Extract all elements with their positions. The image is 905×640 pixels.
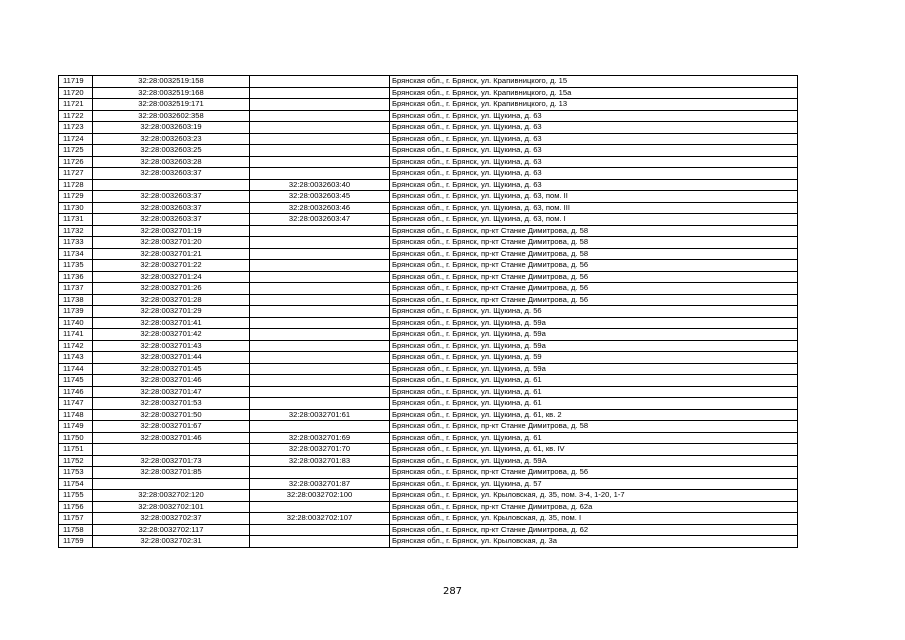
cadastral-number-cell: 32:28:0032701:22 [93,260,250,272]
cadastral-number-cell: 32:28:0032702:31 [93,536,250,548]
table-row [59,191,798,203]
address-cell: Брянская обл., г. Брянск, ул. Крапивницкого, д. 15а [390,87,798,99]
table-row [59,179,798,191]
table-row [59,363,798,375]
table-row [59,260,798,272]
cadastral-number-cell: 32:28:0032701:21 [93,248,250,260]
cadastral-number-cell: 32:28:0032603:28 [93,156,250,168]
row-number-cell: 11732 [59,225,93,237]
table-row [59,110,798,122]
row-number-cell: 11735 [59,260,93,272]
row-number-cell: 11723 [59,122,93,134]
premises-cadastral-number-cell [250,317,390,329]
address-cell: Брянская обл., г. Брянск, ул. Щукина, д. 57 [390,478,798,490]
address-cell: Брянская обл., г. Брянск, ул. Щукина, д. 59а [390,317,798,329]
premises-cadastral-number-cell [250,467,390,479]
address-cell: Брянская обл., г. Брянск, пр-кт Станке Димитрова, д. 56 [390,467,798,479]
cadastral-number-cell: 32:28:0032603:37 [93,202,250,214]
table-row [59,478,798,490]
address-cell: Брянская обл., г. Брянск, ул. Щукина, д. 63 [390,156,798,168]
address-cell: Брянская обл., г. Брянск, пр-кт Станке Димитрова, д. 58 [390,421,798,433]
address-cell: Брянская обл., г. Брянск, пр-кт Станке Димитрова, д. 58 [390,237,798,249]
cadastral-number-cell: 32:28:0032701:42 [93,329,250,341]
table-row [59,536,798,548]
premises-cadastral-number-cell [250,421,390,433]
premises-cadastral-number-cell: 32:28:0032603:47 [250,214,390,226]
cadastral-number-cell: 32:28:0032519:158 [93,76,250,88]
cadastral-number-cell: 32:28:0032603:37 [93,168,250,180]
premises-cadastral-number-cell: 32:28:0032603:40 [250,179,390,191]
address-cell: Брянская обл., г. Брянск, ул. Щукина, д. 63 [390,133,798,145]
table-row [59,87,798,99]
cadastral-number-cell: 32:28:0032701:28 [93,294,250,306]
cadastral-number-cell: 32:28:0032701:41 [93,317,250,329]
premises-cadastral-number-cell [250,524,390,536]
address-cell: Брянская обл., г. Брянск, пр-кт Станке Димитрова, д. 62а [390,501,798,513]
address-cell: Брянская обл., г. Брянск, пр-кт Станке Димитрова, д. 56 [390,294,798,306]
cadastral-number-cell: 32:28:0032701:19 [93,225,250,237]
row-number-cell: 11725 [59,145,93,157]
premises-cadastral-number-cell [250,145,390,157]
row-number-cell: 11749 [59,421,93,433]
row-number-cell: 11739 [59,306,93,318]
premises-cadastral-number-cell: 32:28:0032701:69 [250,432,390,444]
row-number-cell: 11744 [59,363,93,375]
cadastral-number-cell: 32:28:0032702:120 [93,490,250,502]
premises-cadastral-number-cell [250,329,390,341]
cadastral-number-cell: 32:28:0032701:73 [93,455,250,467]
address-cell: Брянская обл., г. Брянск, ул. Щукина, д. 59 [390,352,798,364]
premises-cadastral-number-cell [250,501,390,513]
address-cell: Брянская обл., г. Брянск, ул. Щукина, д. 61 [390,375,798,387]
row-number-cell: 11738 [59,294,93,306]
cadastral-number-cell: 32:28:0032603:25 [93,145,250,157]
row-number-cell: 11726 [59,156,93,168]
table-row [59,352,798,364]
premises-cadastral-number-cell: 32:28:0032603:46 [250,202,390,214]
premises-cadastral-number-cell [250,536,390,548]
premises-cadastral-number-cell [250,363,390,375]
premises-cadastral-number-cell: 32:28:0032702:107 [250,513,390,525]
table-row [59,283,798,295]
address-cell: Брянская обл., г. Брянск, ул. Щукина, д. 63 [390,122,798,134]
address-cell: Брянская обл., г. Брянск, ул. Щукина, д. 63 [390,110,798,122]
premises-cadastral-number-cell [250,76,390,88]
address-cell: Брянская обл., г. Брянск, ул. Крыловская, д. 3а [390,536,798,548]
address-cell: Брянская обл., г. Брянск, пр-кт Станке Димитрова, д. 62 [390,524,798,536]
premises-cadastral-number-cell [250,386,390,398]
cadastral-number-cell: 32:28:0032701:50 [93,409,250,421]
table-row [59,421,798,433]
row-number-cell: 11722 [59,110,93,122]
cadastral-number-cell: 32:28:0032701:45 [93,363,250,375]
address-cell: Брянская обл., г. Брянск, ул. Щукина, д. 63 [390,168,798,180]
row-number-cell: 11740 [59,317,93,329]
table-row [59,340,798,352]
table-row [59,133,798,145]
premises-cadastral-number-cell: 32:28:0032701:87 [250,478,390,490]
row-number-cell: 11734 [59,248,93,260]
address-cell: Брянская обл., г. Брянск, ул. Щукина, д. 63, пом. II [390,191,798,203]
premises-cadastral-number-cell [250,294,390,306]
table-row [59,467,798,479]
address-cell: Брянская обл., г. Брянск, ул. Щукина, д. 61, кв. IV [390,444,798,456]
premises-cadastral-number-cell: 32:28:0032702:100 [250,490,390,502]
address-cell: Брянская обл., г. Брянск, пр-кт Станке Димитрова, д. 56 [390,283,798,295]
cadastral-number-cell: 32:28:0032603:37 [93,191,250,203]
cadastral-number-cell: 32:28:0032702:101 [93,501,250,513]
cadastral-number-cell: 32:28:0032519:168 [93,87,250,99]
table-row [59,398,798,410]
row-number-cell: 11755 [59,490,93,502]
cadastral-number-cell: 32:28:0032701:85 [93,467,250,479]
row-number-cell: 11746 [59,386,93,398]
address-cell: Брянская обл., г. Брянск, ул. Щукина, д. 59а [390,340,798,352]
table-row [59,409,798,421]
table-row [59,513,798,525]
cadastral-number-cell: 32:28:0032603:23 [93,133,250,145]
premises-cadastral-number-cell [250,375,390,387]
table-row [59,501,798,513]
address-cell: Брянская обл., г. Брянск, ул. Щукина, д. 61 [390,398,798,410]
premises-cadastral-number-cell [250,340,390,352]
address-cell: Брянская обл., г. Брянск, ул. Щукина, д. 59А [390,455,798,467]
cadastral-number-cell: 32:28:0032603:19 [93,122,250,134]
premises-cadastral-number-cell: 32:28:0032701:61 [250,409,390,421]
address-cell: Брянская обл., г. Брянск, ул. Щукина, д. 59а [390,363,798,375]
row-number-cell: 11754 [59,478,93,490]
row-number-cell: 11729 [59,191,93,203]
cadastral-number-cell: 32:28:0032702:117 [93,524,250,536]
address-cell: Брянская обл., г. Брянск, пр-кт Станке Димитрова, д. 58 [390,225,798,237]
table-row [59,386,798,398]
row-number-cell: 11741 [59,329,93,341]
row-number-cell: 11720 [59,87,93,99]
address-cell: Брянская обл., г. Брянск, ул. Щукина, д. 63, пом. III [390,202,798,214]
cadastral-number-cell: 32:28:0032701:53 [93,398,250,410]
table-row [59,444,798,456]
row-number-cell: 11730 [59,202,93,214]
row-number-cell: 11719 [59,76,93,88]
premises-cadastral-number-cell [250,248,390,260]
premises-cadastral-number-cell [250,225,390,237]
row-number-cell: 11728 [59,179,93,191]
address-cell: Брянская обл., г. Брянск, ул. Крыловская, д. 35, пом. 3-4, 1-20, 1-7 [390,490,798,502]
address-cell: Брянская обл., г. Брянск, ул. Щукина, д. 59а [390,329,798,341]
premises-cadastral-number-cell [250,352,390,364]
row-number-cell: 11756 [59,501,93,513]
cadastral-number-cell: 32:28:0032602:358 [93,110,250,122]
table-row [59,214,798,226]
cadastral-number-cell: 32:28:0032701:67 [93,421,250,433]
row-number-cell: 11750 [59,432,93,444]
premises-cadastral-number-cell [250,168,390,180]
address-cell: Брянская обл., г. Брянск, ул. Щукина, д. 61 [390,432,798,444]
premises-cadastral-number-cell [250,306,390,318]
row-number-cell: 11757 [59,513,93,525]
premises-cadastral-number-cell [250,110,390,122]
row-number-cell: 11743 [59,352,93,364]
cadastral-number-cell [93,444,250,456]
table-row [59,76,798,88]
row-number-cell: 11752 [59,455,93,467]
table-row [59,294,798,306]
address-cell: Брянская обл., г. Брянск, пр-кт Станке Димитрова, д. 56 [390,271,798,283]
table-row [59,524,798,536]
row-number-cell: 11736 [59,271,93,283]
row-number-cell: 11742 [59,340,93,352]
cadastral-number-cell [93,179,250,191]
row-number-cell: 11753 [59,467,93,479]
cadastral-number-cell: 32:28:0032701:46 [93,375,250,387]
cadastral-number-cell: 32:28:0032701:47 [93,386,250,398]
row-number-cell: 11737 [59,283,93,295]
premises-cadastral-number-cell [250,398,390,410]
address-cell: Брянская обл., г. Брянск, пр-кт Станке Димитрова, д. 56 [390,260,798,272]
premises-cadastral-number-cell [250,99,390,111]
table-row [59,145,798,157]
row-number-cell: 11751 [59,444,93,456]
cadastral-number-cell: 32:28:0032701:44 [93,352,250,364]
table-row [59,432,798,444]
cadastral-number-cell: 32:28:0032701:43 [93,340,250,352]
address-cell: Брянская обл., г. Брянск, ул. Крапивницкого, д. 13 [390,99,798,111]
table-row [59,490,798,502]
registry-table-body [59,76,798,548]
table-row [59,271,798,283]
table-row [59,99,798,111]
table-row [59,248,798,260]
cadastral-number-cell: 32:28:0032603:37 [93,214,250,226]
table-row [59,156,798,168]
premises-cadastral-number-cell: 32:28:0032603:45 [250,191,390,203]
address-cell: Брянская обл., г. Брянск, ул. Щукина, д. 63 [390,179,798,191]
cadastral-number-cell: 32:28:0032701:26 [93,283,250,295]
table-row [59,168,798,180]
table-row [59,225,798,237]
row-number-cell: 11731 [59,214,93,226]
page-number: 287 [442,586,463,597]
row-number-cell: 11759 [59,536,93,548]
premises-cadastral-number-cell [250,133,390,145]
cadastral-number-cell: 32:28:0032701:46 [93,432,250,444]
cadastral-number-cell: 32:28:0032701:24 [93,271,250,283]
premises-cadastral-number-cell: 32:28:0032701:83 [250,455,390,467]
premises-cadastral-number-cell [250,260,390,272]
premises-cadastral-number-cell [250,156,390,168]
table-row [59,375,798,387]
address-cell: Брянская обл., г. Брянск, ул. Крапивницкого, д. 15 [390,76,798,88]
row-number-cell: 11758 [59,524,93,536]
table-row [59,329,798,341]
address-cell: Брянская обл., г. Брянск, ул. Щукина, д. 56 [390,306,798,318]
premises-cadastral-number-cell [250,237,390,249]
row-number-cell: 11727 [59,168,93,180]
table-row [59,237,798,249]
address-cell: Брянская обл., г. Брянск, ул. Щукина, д. 61, кв. 2 [390,409,798,421]
property-registry-table [58,75,798,548]
row-number-cell: 11724 [59,133,93,145]
cadastral-number-cell: 32:28:0032702:37 [93,513,250,525]
address-cell: Брянская обл., г. Брянск, ул. Щукина, д. 63, пом. I [390,214,798,226]
table-row [59,202,798,214]
premises-cadastral-number-cell [250,122,390,134]
premises-cadastral-number-cell [250,283,390,295]
premises-cadastral-number-cell: 32:28:0032701:70 [250,444,390,456]
row-number-cell: 11721 [59,99,93,111]
cadastral-number-cell [93,478,250,490]
cadastral-number-cell: 32:28:0032519:171 [93,99,250,111]
address-cell: Брянская обл., г. Брянск, ул. Щукина, д. 63 [390,145,798,157]
table-row [59,317,798,329]
address-cell: Брянская обл., г. Брянск, ул. Крыловская, д. 35, пом. I [390,513,798,525]
row-number-cell: 11745 [59,375,93,387]
row-number-cell: 11733 [59,237,93,249]
table-row [59,306,798,318]
address-cell: Брянская обл., г. Брянск, ул. Щукина, д. 61 [390,386,798,398]
cadastral-number-cell: 32:28:0032701:29 [93,306,250,318]
table-row [59,455,798,467]
table-row [59,122,798,134]
cadastral-number-cell: 32:28:0032701:20 [93,237,250,249]
address-cell: Брянская обл., г. Брянск, пр-кт Станке Димитрова, д. 58 [390,248,798,260]
premises-cadastral-number-cell [250,271,390,283]
row-number-cell: 11748 [59,409,93,421]
premises-cadastral-number-cell [250,87,390,99]
row-number-cell: 11747 [59,398,93,410]
